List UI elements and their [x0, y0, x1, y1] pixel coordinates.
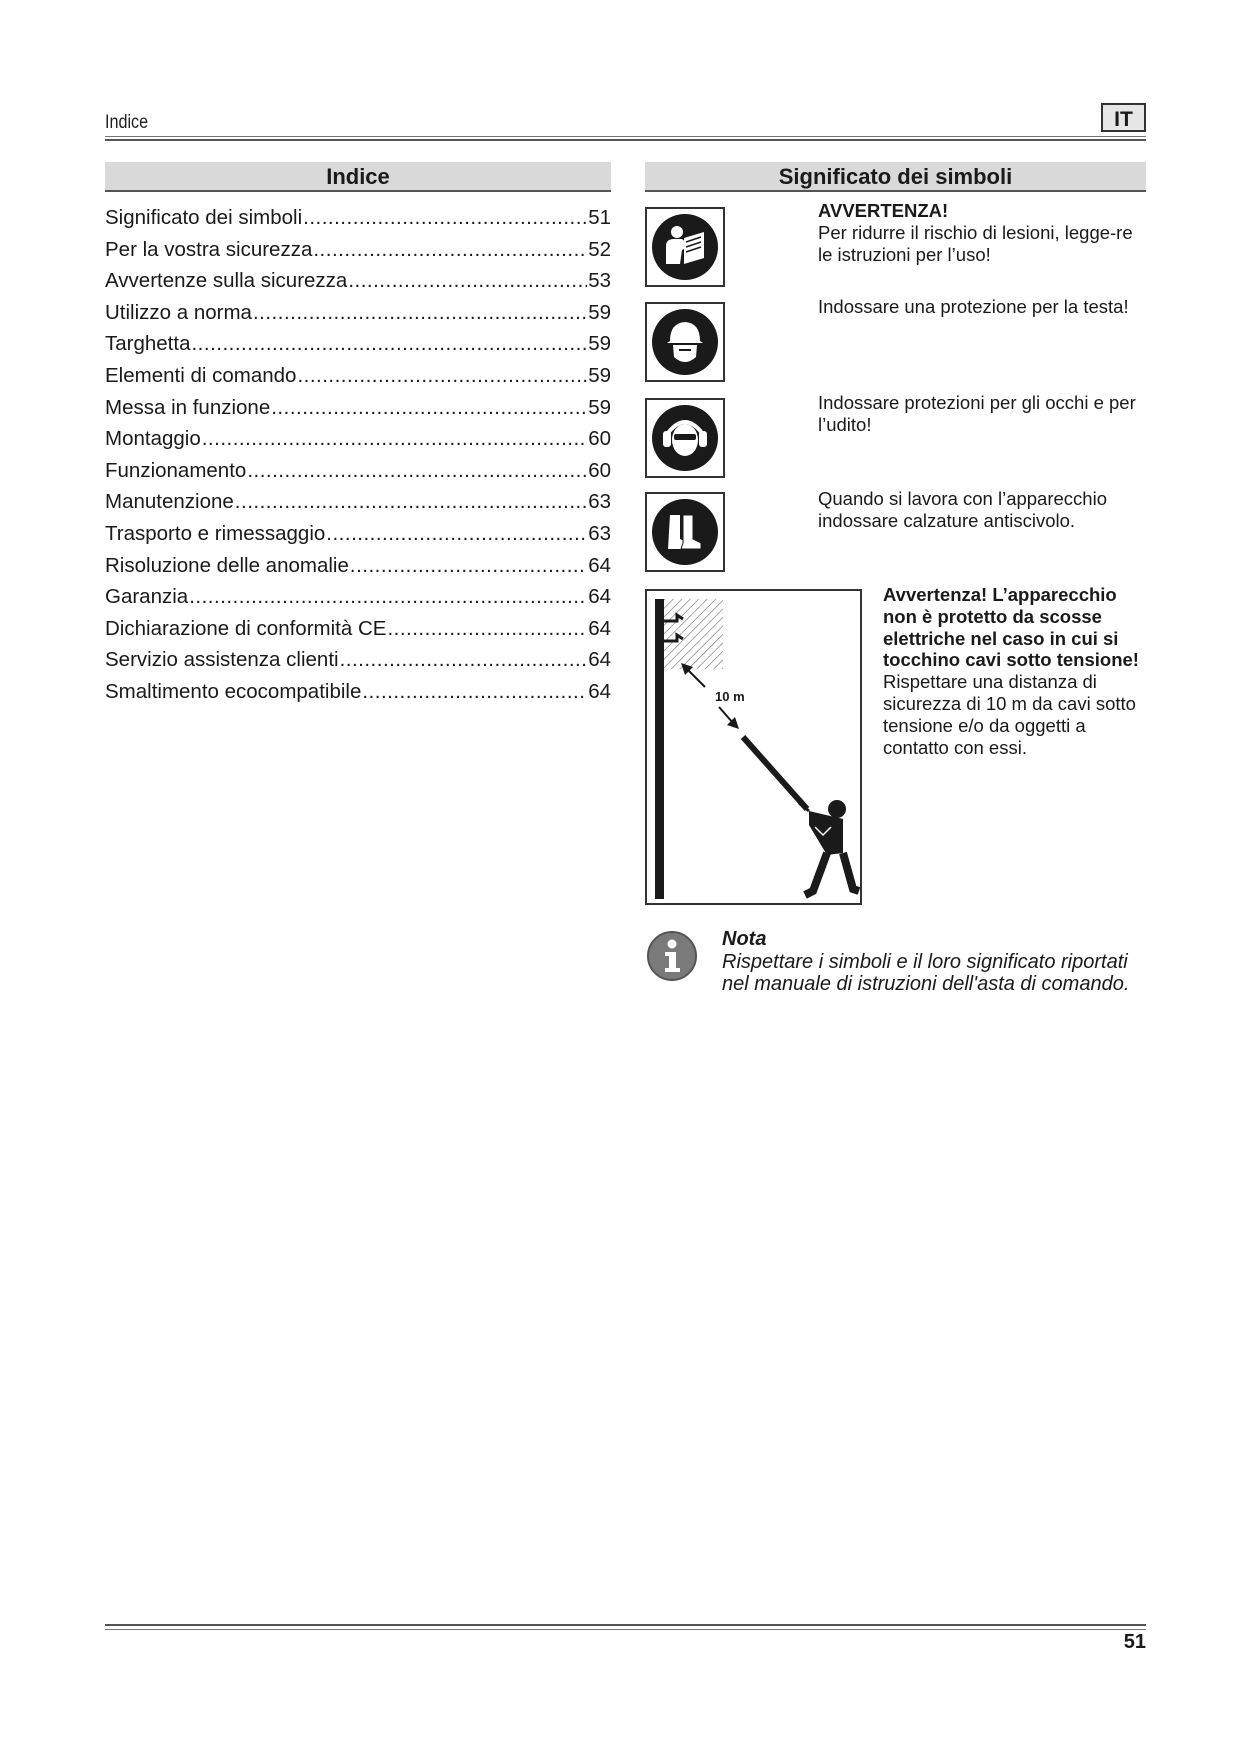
toc-leader-dots: [271, 392, 587, 423]
toc-entry-label: Trasporto e rimessaggio: [105, 521, 326, 545]
toc-entry[interactable]: [105, 297, 611, 329]
toc-entry-label: Targhetta: [105, 332, 191, 356]
symbol-heading: AVVERTENZA!: [818, 200, 949, 221]
toc-entry[interactable]: [105, 392, 611, 424]
toc-list: [105, 202, 611, 708]
toc-leader-dots: [191, 328, 587, 359]
toc-entry-page: 63: [588, 521, 611, 545]
toc-entry-page: 52: [588, 237, 611, 261]
toc-entry-page: 53: [588, 269, 611, 293]
toc-entry-page: 64: [588, 648, 611, 672]
symbol-description: Indossare una protezione per la testa!: [818, 296, 1129, 317]
toc-leader-dots: [189, 581, 587, 612]
toc-entry[interactable]: [105, 234, 611, 266]
toc-entry[interactable]: [105, 518, 611, 550]
toc-heading: Indice: [105, 162, 611, 192]
toc-leader-dots: [350, 550, 587, 581]
toc-entry-page: 63: [588, 490, 611, 514]
toc-leader-dots: [303, 202, 587, 233]
toc-entry-page: 59: [588, 363, 611, 387]
symbol-description: Per ridurre il rischio di lesioni, legge-re le istruzioni per l’uso!: [818, 222, 1133, 265]
toc-entry-label: Significato dei simboli: [105, 206, 303, 229]
page-number: 51: [1123, 1631, 1146, 1653]
toc-entry-label: Funzionamento: [105, 458, 247, 482]
toc-entry-page: 60: [588, 458, 611, 482]
toc-entry[interactable]: [105, 676, 611, 708]
toc-entry[interactable]: [105, 360, 611, 392]
note-block: [722, 928, 1152, 996]
toc-leader-dots: [348, 265, 587, 296]
toc-leader-dots: [387, 613, 587, 644]
toc-entry[interactable]: [105, 455, 611, 487]
toc-leader-dots: [253, 297, 587, 328]
symbols-heading: Significato dei simboli: [645, 162, 1146, 192]
toc-entry-page: 59: [588, 300, 611, 324]
toc-leader-dots: [202, 423, 587, 454]
note-text: Rispettare i simboli e il loro significato riportati nel manuale di istruzioni dell'asta di comando.: [722, 950, 1130, 995]
toc-entry-page: 64: [588, 553, 611, 577]
symbol-text-2: [818, 296, 1148, 318]
power-line-warning-bold: Avvertenza! L’apparecchio non è protetto da scosse elettriche nel caso in cui si tocchino cavi sotto tensione!: [883, 584, 1139, 671]
toc-entry-label: Risoluzione delle anomalie: [105, 553, 349, 577]
toc-entry-label: Smaltimento ecocompatibile: [105, 679, 362, 703]
toc-leader-dots: [326, 518, 587, 549]
toc-entry[interactable]: [105, 581, 611, 613]
distance-label: 10 m: [715, 689, 745, 704]
symbol-description: Quando si lavora con l’apparecchio indossare calzature antiscivolo.: [818, 488, 1107, 531]
running-header: Indice: [105, 112, 149, 133]
toc-entry-page: 64: [588, 679, 611, 703]
toc-entry-label: Per la vostra sicurezza: [105, 237, 313, 261]
symbol-text-4: [818, 488, 1148, 532]
toc-entry-label: Messa in funzione: [105, 395, 271, 419]
symbol-description: Indossare protezioni per gli occhi e per l’udito!: [818, 392, 1136, 435]
info-icon: [646, 930, 698, 982]
toc-entry-page: 59: [588, 395, 611, 419]
toc-entry-page: 64: [588, 585, 611, 609]
eye-ear-protection-icon: [645, 398, 725, 478]
toc-entry[interactable]: [105, 613, 611, 645]
toc-entry[interactable]: [105, 202, 611, 234]
toc-entry[interactable]: [105, 328, 611, 360]
toc-leader-dots: [247, 455, 587, 486]
toc-entry-label: Garanzia: [105, 585, 189, 609]
header-rule: [105, 136, 1146, 141]
toc-leader-dots: [362, 676, 587, 707]
footer-rule: [105, 1624, 1146, 1630]
toc-entry-page: 51: [588, 206, 611, 229]
symbol-text-1: [818, 200, 1148, 266]
toc-leader-dots: [297, 360, 587, 391]
safety-boots-icon: [645, 492, 725, 572]
toc-entry[interactable]: [105, 486, 611, 518]
toc-entry-label: Manutenzione: [105, 490, 234, 514]
read-manual-icon: [645, 207, 725, 287]
toc-entry-label: Montaggio: [105, 427, 201, 451]
toc-entry[interactable]: [105, 550, 611, 582]
toc-entry[interactable]: [105, 644, 611, 676]
language-badge: IT: [1101, 103, 1146, 132]
toc-entry-page: 59: [588, 332, 611, 356]
symbol-text-3: [818, 392, 1148, 436]
toc-entry-label: Servizio assistenza clienti: [105, 648, 339, 672]
toc-entry-page: 60: [588, 427, 611, 451]
toc-entry-label: Utilizzo a norma: [105, 300, 252, 324]
head-protection-icon: [645, 302, 725, 382]
note-title: Nota: [722, 928, 767, 950]
power-line-warning-text: [883, 584, 1148, 758]
toc-entry-page: 64: [588, 616, 611, 640]
power-line-warning-body: Rispettare una distanza di sicurezza di 10 m da cavi sotto tensione e/o da oggetti a contatto con essi.: [883, 671, 1136, 758]
power-line-illustration: [645, 589, 862, 905]
toc-leader-dots: [235, 486, 587, 517]
toc-leader-dots: [313, 234, 587, 265]
toc-entry[interactable]: [105, 265, 611, 297]
toc-entry-label: Dichiarazione di conformità CE: [105, 616, 387, 640]
toc-leader-dots: [340, 644, 588, 675]
toc-entry-label: Elementi di comando: [105, 363, 297, 387]
toc-entry[interactable]: [105, 423, 611, 455]
toc-entry-label: Avvertenze sulla sicurezza: [105, 269, 348, 293]
